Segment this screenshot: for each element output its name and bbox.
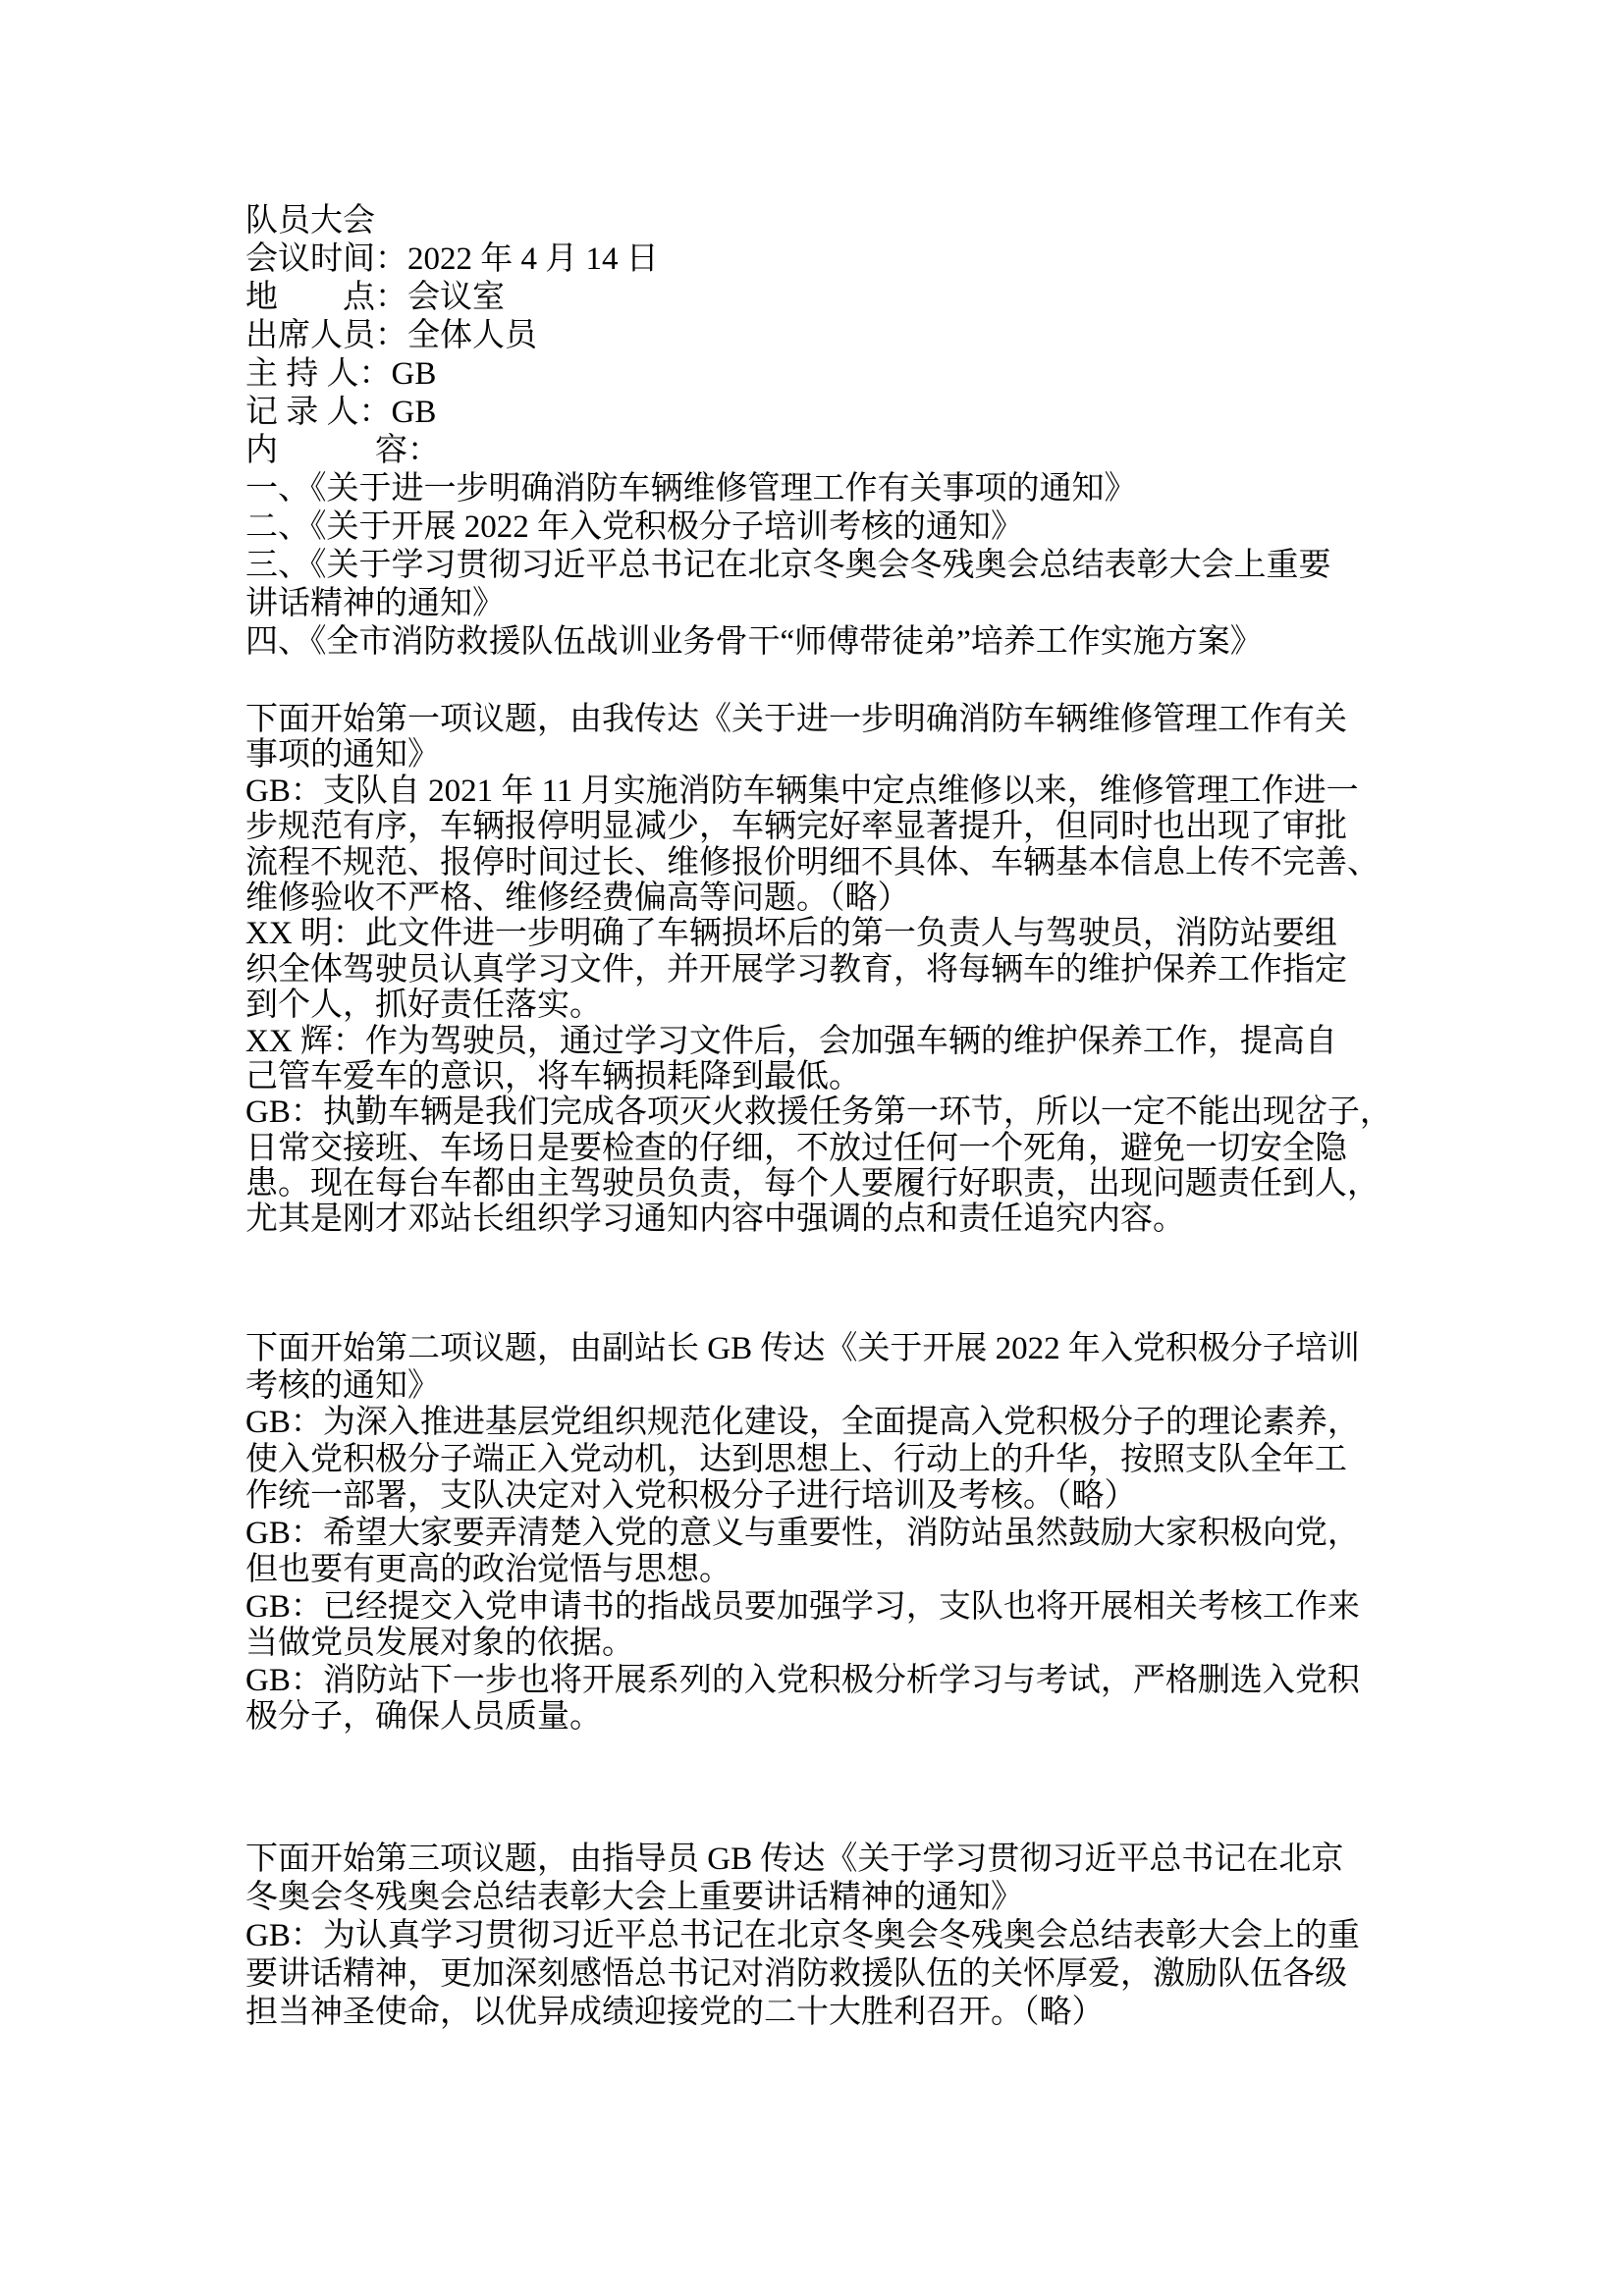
text-line: 织全体驾驶员认真学习文件，并开展学习教育，将每辆车的维护保养工作指定: [245, 951, 1347, 988]
text-line: 流程不规范、报停时间过长、维修报价明细不具体、车辆基本信息上传不完善、: [245, 844, 1380, 881]
text-line: 出席人员：全体人员: [245, 318, 537, 353]
agenda-item-1-discussion: [245, 702, 1424, 1238]
text-line: GB：执勤车辆是我们完成各项灭火救援任务第一环节，所以一定不能出现岔子，: [245, 1095, 1392, 1131]
text-line: 事项的通知》: [245, 737, 440, 774]
text-line: 下面开始第三项议题，由指导员 GB 传达《关于学习贯彻习近平总书记在北京: [245, 1842, 1344, 1877]
text-line: 极分子，确保人员质量。: [245, 1699, 602, 1735]
text-line: 三、《关于学习贯彻习近平总书记在北京冬奥会冬残奥会总结表彰大会上重要: [245, 548, 1331, 583]
text-line: 到个人，抓好责任落实。: [245, 988, 602, 1024]
text-line: 四、《全市消防救援队伍战训业务骨干“师傅带徒弟”培养工作实施方案》: [245, 624, 1263, 660]
text-line: GB：为认真学习贯彻习近平总书记在北京冬奥会冬残奥会总结表彰大会上的重: [245, 1918, 1360, 1953]
text-line: GB：为深入推进基层党组织规范化建设，全面提高入党积极分子的理论素养，: [245, 1405, 1360, 1440]
text-line: XX 明：此文件进一步明确了车辆损坏后的第一负责人与驾驶员，消防站要组: [245, 916, 1337, 952]
text-line: 一、《关于进一步明确消防车辆维修管理工作有关事项的通知》: [245, 471, 1137, 507]
text-line: 下面开始第二项议题，由副站长 GB 传达《关于开展 2022 年入党积极分子培训: [245, 1331, 1360, 1366]
text-line: 但也要有更高的政治觉悟与思想。: [245, 1552, 731, 1587]
text-line: 尤其是刚才邓站长组织学习通知内容中强调的点和责任追究内容。: [245, 1201, 1185, 1238]
text-line: 会议时间：2022 年 4 月 14 日: [245, 241, 659, 277]
text-line: GB：已经提交入党申请书的指战员要加强学习，支队也将开展相关考核工作来: [245, 1588, 1360, 1625]
text-line: 担当神圣使命，以优异成绩迎接党的二十大胜利召开。（略）: [245, 1995, 1105, 2030]
text-line: 当做党员发展对象的依据。: [245, 1626, 634, 1661]
text-line: 患。现在每台车都由主驾驶员负责，每个人要履行好职责，出现问题责任到人，: [245, 1166, 1380, 1202]
text-line: 考核的通知》: [245, 1367, 440, 1404]
text-line: 内 容：: [245, 433, 440, 468]
text-line: 下面开始第一项议题，由我传达《关于进一步明确消防车辆维修管理工作有关: [245, 702, 1347, 737]
text-line: 要讲话精神，更加深刻感悟总书记对消防救援队伍的关怀厚爱，激励队伍各级: [245, 1956, 1347, 1992]
text-line: 队员大会: [245, 203, 375, 239]
text-line: 记 录 人：GB: [245, 395, 437, 430]
text-line: 作统一部署，支队决定对入党积极分子进行培训及考核。（略）: [245, 1478, 1137, 1514]
text-line: GB：消防站下一步也将开展系列的入党积极分析学习与考试，严格删选入党积: [245, 1662, 1360, 1698]
meeting-header: [245, 202, 1424, 662]
text-line: 日常交接班、车场日是要检查的仔细，不放过任何一个死角，避免一切安全隐: [245, 1130, 1347, 1166]
text-line: GB：希望大家要弄清楚入党的意义与重要性，消防站虽然鼓励大家积极向党，: [245, 1515, 1360, 1551]
text-line: 讲话精神的通知》: [245, 586, 505, 621]
text-line: 步规范有序，车辆报停明显减少，车辆完好率显著提升，但同时也出现了审批: [245, 809, 1347, 845]
text-line: 冬奥会冬残奥会总结表彰大会上重要讲话精神的通知》: [245, 1880, 1023, 1915]
text-line: 己管车爱车的意识，将车辆损耗降到最低。: [245, 1058, 861, 1095]
agenda-item-2-discussion: [245, 1331, 1424, 1736]
text-line: 使入党积极分子端正入党动机，达到思想上、行动上的升华，按照支队全年工: [245, 1441, 1347, 1477]
text-line: 维修验收不严格、维修经费偏高等问题。（略）: [245, 880, 910, 916]
text-line: GB：支队自 2021 年 11 月实施消防车辆集中定点维修以来，维修管理工作进一: [245, 773, 1359, 809]
text-line: 地 点：会议室: [245, 280, 505, 315]
text-line: 二、《关于开展 2022 年入党积极分子培训考核的通知》: [245, 509, 1023, 545]
text-line: XX 辉：作为驾驶员，通过学习文件后，会加强车辆的维护保养工作，提高自: [245, 1023, 1337, 1059]
text-line: 主 持 人：GB: [245, 356, 437, 392]
agenda-item-3-discussion: [245, 1841, 1424, 2032]
